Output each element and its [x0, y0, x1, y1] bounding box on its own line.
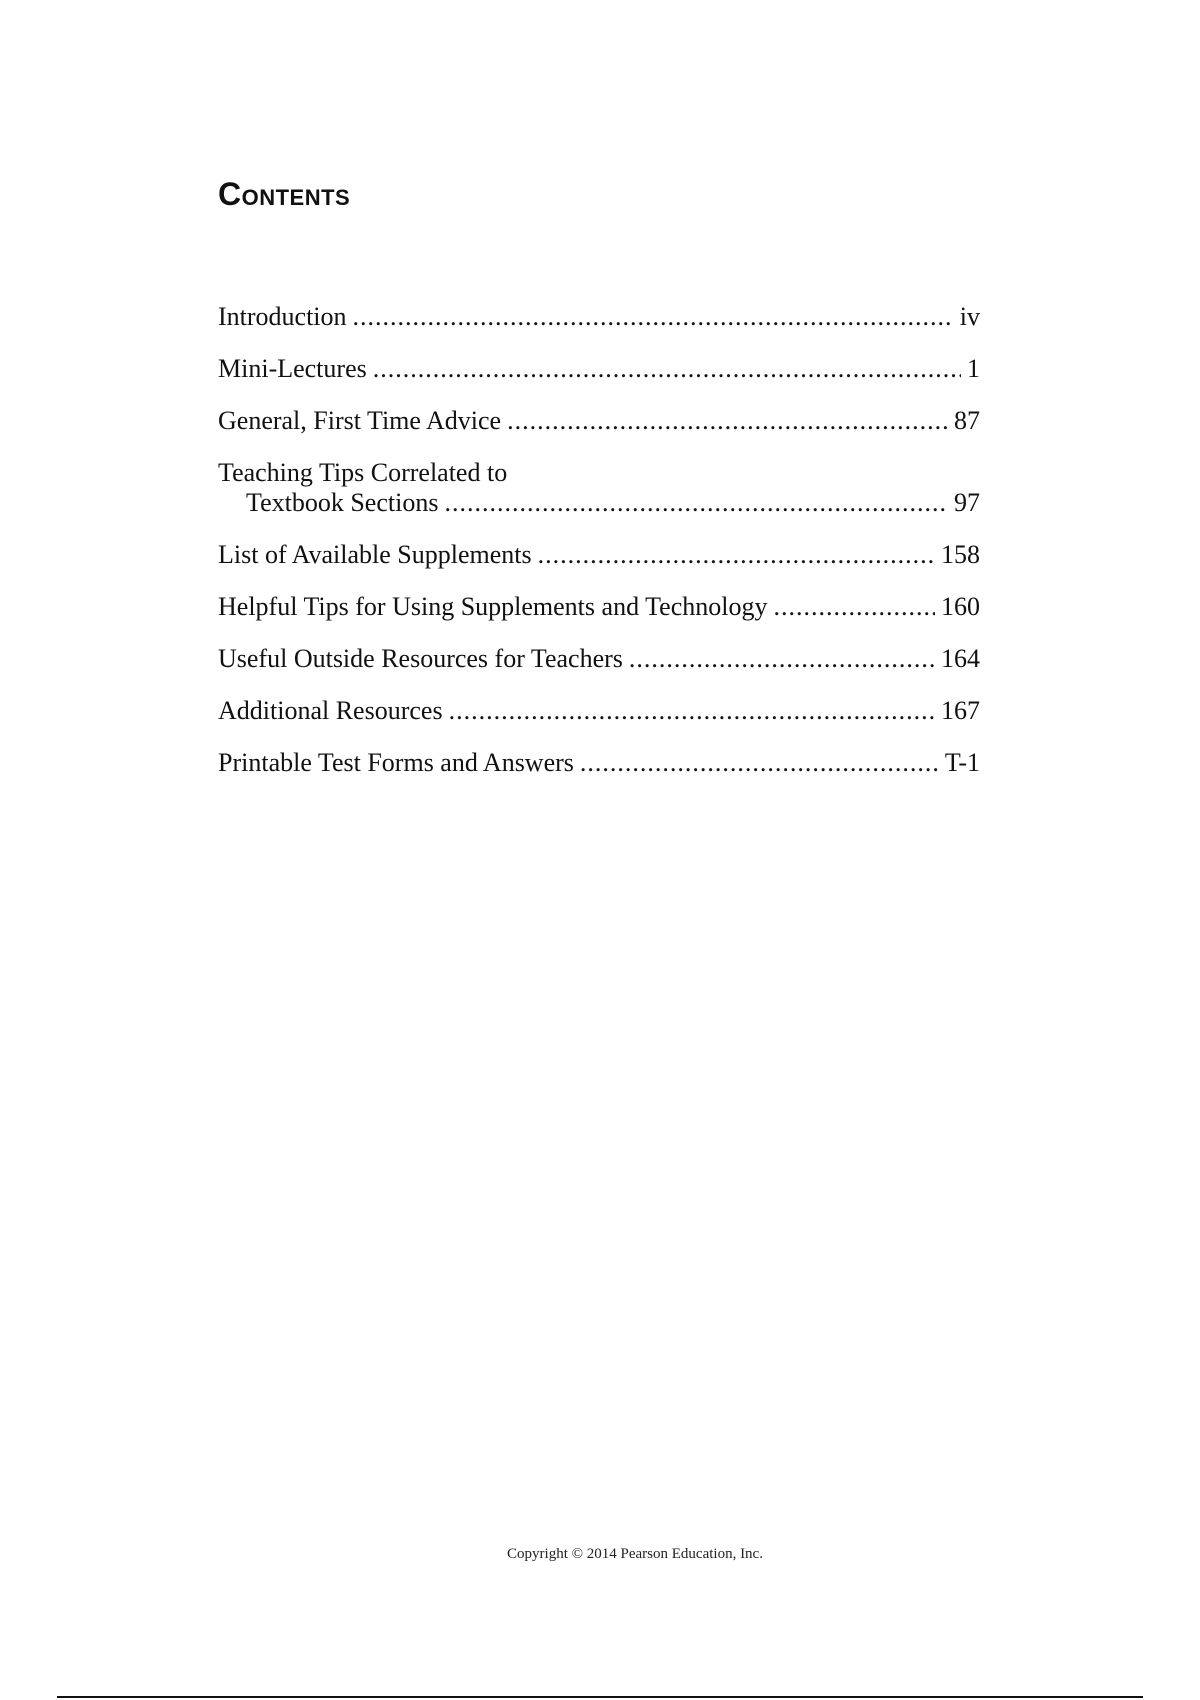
toc-entry-title: Mini-Lectures: [218, 354, 367, 383]
dot-leader: [538, 540, 935, 570]
toc-entry-page: 158: [941, 540, 980, 569]
toc-entry-page: 87: [954, 406, 980, 435]
toc-entry-teaching-tips[interactable]: [218, 458, 980, 518]
copyright-notice: Copyright © 2014 Pearson Education, Inc.: [507, 1546, 763, 1562]
dot-leader: [444, 488, 948, 518]
toc-entry-title: List of Available Supplements: [218, 540, 532, 569]
toc-entry-title: Helpful Tips for Using Supplements and Technology: [218, 592, 768, 621]
toc-entry-mini-lectures[interactable]: [218, 354, 980, 384]
toc-entry-helpful-tips[interactable]: [218, 592, 980, 622]
toc-entry-title: Additional Resources: [218, 696, 443, 725]
toc-entry-title: General, First Time Advice: [218, 406, 502, 435]
toc-entry-page: 97: [954, 488, 980, 517]
dot-leader: [629, 644, 935, 674]
table-of-contents: [218, 302, 980, 800]
dot-leader: [353, 302, 954, 332]
toc-entry-additional-resources[interactable]: [218, 696, 980, 726]
toc-entry-supplements-list[interactable]: [218, 540, 980, 570]
toc-entry-title: Useful Outside Resources for Teachers: [218, 644, 623, 673]
toc-entry-first-time-advice[interactable]: [218, 406, 980, 436]
page-title: Contents: [218, 176, 351, 212]
toc-entry-page: iv: [959, 302, 980, 331]
toc-entry-page: T-1: [944, 748, 980, 777]
toc-entry-title-continued: Textbook Sections: [246, 488, 439, 517]
toc-entry-page: 164: [941, 644, 980, 673]
toc-entry-page: 167: [941, 696, 980, 725]
toc-entry-title: Printable Test Forms and Answers: [218, 748, 574, 777]
toc-entry-page: 1: [967, 354, 980, 383]
toc-entry-title: Teaching Tips Correlated to: [218, 458, 508, 487]
dot-leader: [373, 354, 961, 384]
toc-entry-test-forms[interactable]: [218, 748, 980, 778]
toc-entry-introduction[interactable]: [218, 302, 980, 332]
dot-leader: [773, 592, 935, 622]
dot-leader: [449, 696, 935, 726]
toc-entry-title: Introduction: [218, 302, 347, 331]
dot-leader: [580, 748, 939, 778]
toc-entry-outside-resources[interactable]: [218, 644, 980, 674]
bottom-divider: [57, 1696, 1143, 1698]
toc-entry-page: 160: [941, 592, 980, 621]
dot-leader: [507, 406, 948, 436]
